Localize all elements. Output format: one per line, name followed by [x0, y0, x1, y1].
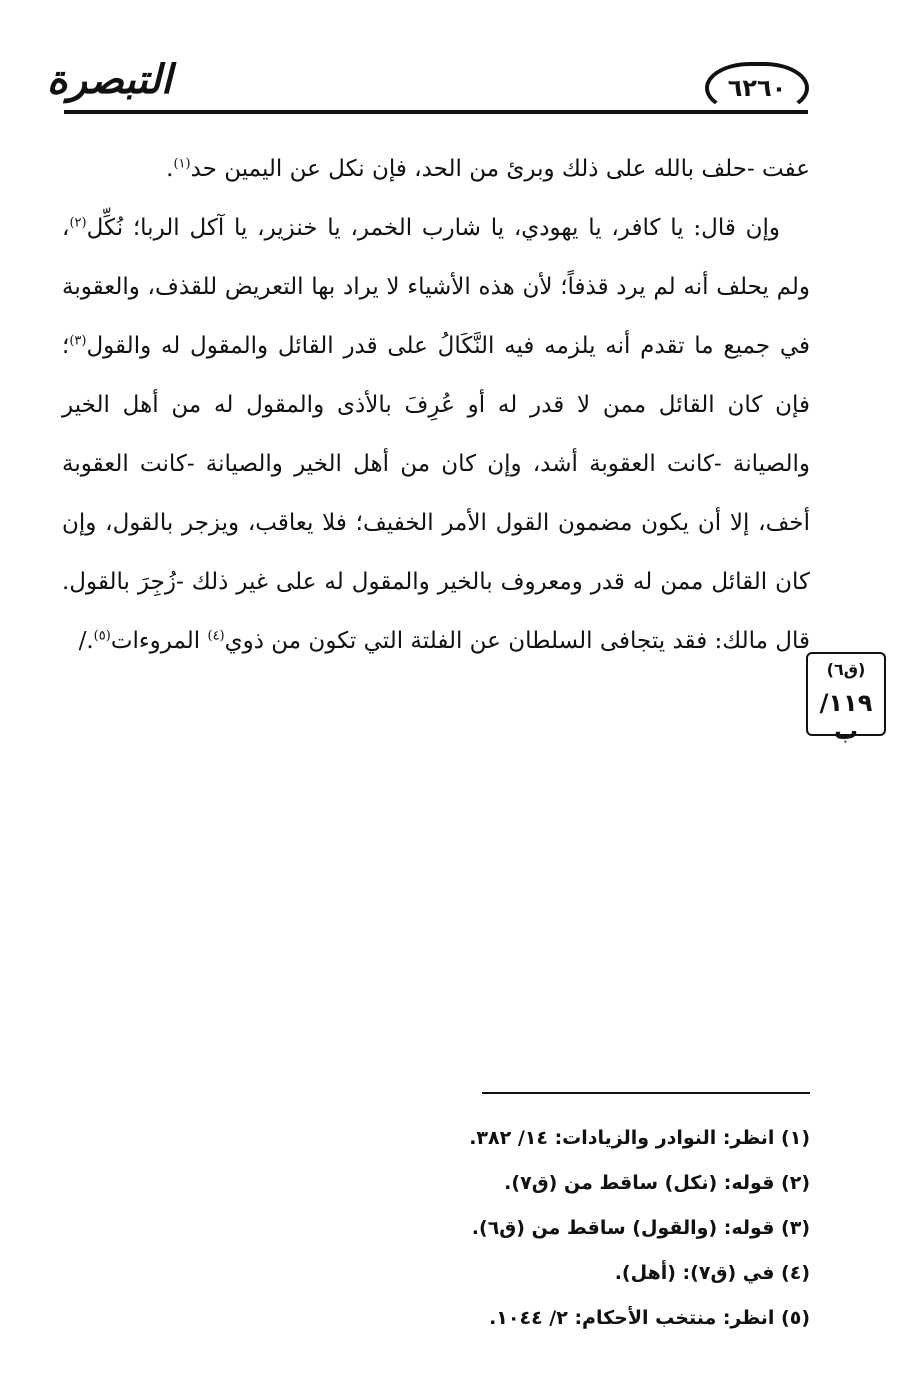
paragraph-1 [62, 140, 810, 199]
footnote: (١) انظر: النوادر والزيادات: ١٤/ ٣٨٢. [469, 1127, 810, 1149]
text-run: عفت -حلف بالله على ذلك وبرئ من الحد، فإن نكل عن اليمين حد [190, 156, 810, 182]
text-run: . [166, 156, 174, 182]
text-run: ، ولم يحلف أنه لم يرد قذفاً؛ لأن هذه الأشياء لا يراد بها التعريض للقذف، والعقوبة في جميع ما تقدم أنه يلزمه فيه النَّكَالُ على قدر القائل والمقول له والقول [62, 215, 810, 359]
footnote-ref-5: (٥) [93, 628, 111, 644]
main-text [62, 140, 810, 671]
page-number: ٦٢٦٠ [705, 62, 809, 114]
paragraph-2 [62, 199, 810, 671]
footnote-separator [482, 1092, 810, 1094]
footnote-ref-4: (٤) [207, 628, 225, 644]
footnote-ref-2: (٢) [69, 215, 87, 231]
text-run: المروءات [110, 628, 208, 654]
footnote-ref-3: (٣) [69, 333, 87, 349]
manuscript-label: (ق٦) [826, 660, 866, 679]
header-rule [64, 110, 808, 114]
footnote: (٣) قوله: (والقول) ساقط من (ق٦). [471, 1217, 810, 1239]
manuscript-margin-note [806, 652, 886, 745]
manuscript-folio: ١١٩/ب [819, 689, 873, 745]
book-title: التبصرة [46, 56, 172, 103]
text-run: وإن قال: يا كافر، يا يهودي، يا شارب الخمر، يا خنزير، يا آكل الربا؛ نُكِّل [86, 215, 780, 241]
footnotes [300, 1116, 810, 1341]
footnote-ref-1: (١) [173, 156, 191, 172]
footnote: (٢) قوله: (نكل) ساقط من (ق٧). [504, 1172, 810, 1194]
text-run: ؛ فإن كان القائل ممن لا قدر له أو عُرِفَ بالأذى والمقول له من أهل الخير والصيانة -كانت العقوبة أشد، وإن كان من أهل الخير والصيانة -كانت العقوبة أخف، إلا أن يكون مضمون القول الأمر الخفيف؛ فلا يعاقب، ويزجر بالقول، وإن كان القائل ممن له قدر ومعروف بالخير والمقول له على غير ذلك -زُجِرَ بالقول. قال مالك: فقد يتجافى السلطان عن الفلتة التي تكون من ذوي [62, 333, 810, 654]
text-run: ./ [78, 628, 94, 654]
footnote: (٥) انظر: منتخب الأحكام: ٢/ ١٠٤٤. [489, 1307, 810, 1329]
footnote: (٤) في (ق٧): (أهل). [614, 1262, 810, 1284]
